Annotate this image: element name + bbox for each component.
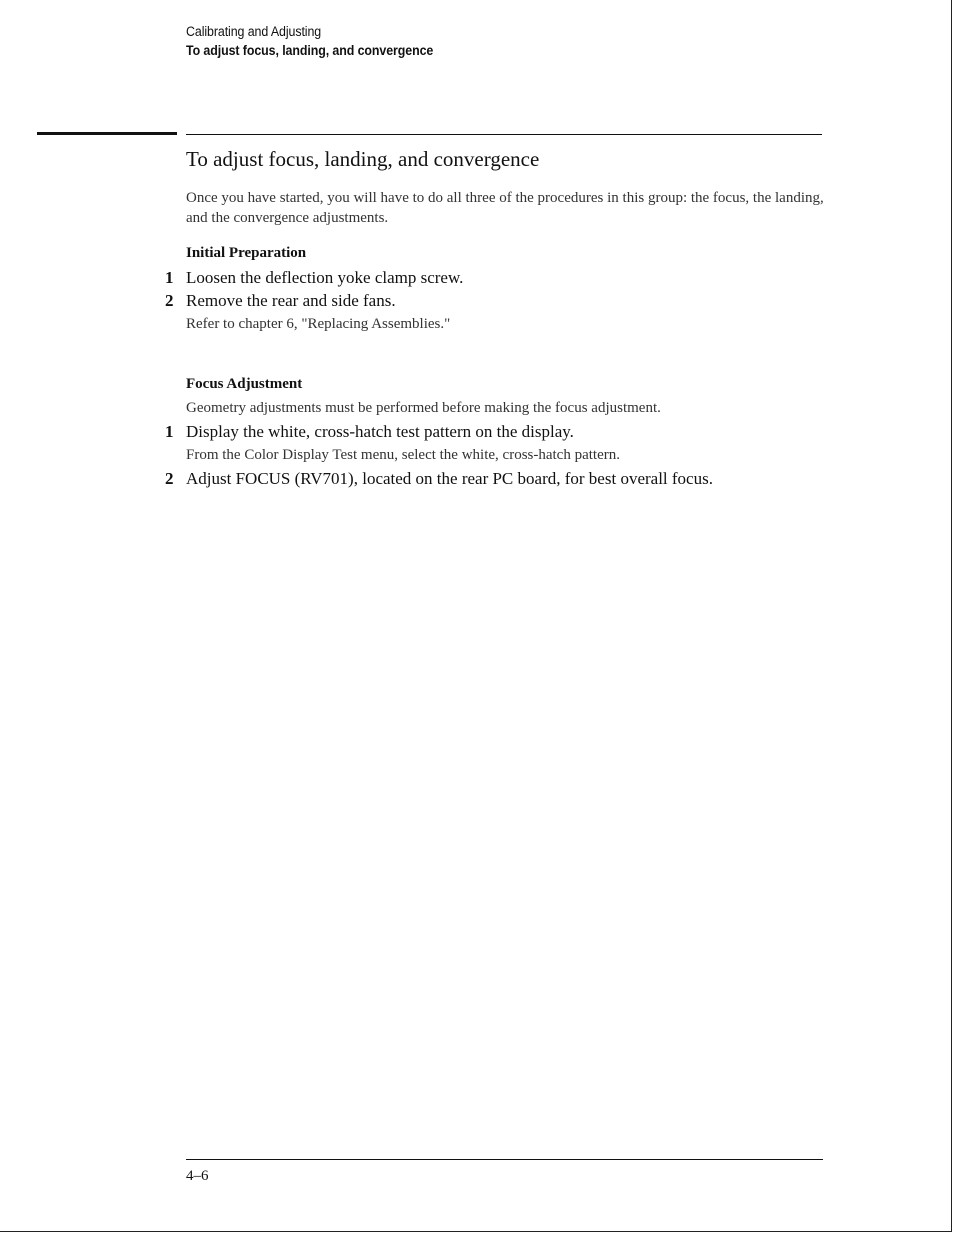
- running-header-chapter: Calibrating and Adjusting: [186, 24, 322, 39]
- step-number: 1: [165, 268, 174, 287]
- heading-initial-preparation: Initial Preparation: [186, 245, 307, 261]
- focus-lead: Geometry adjustments must be performed before making the focus adjustment.: [186, 400, 661, 416]
- focus-step-2: [165, 469, 713, 489]
- prep-step-1: [165, 268, 463, 288]
- step-number: 1: [165, 422, 174, 441]
- step-text: Adjust FOCUS (RV701), located on the rear PC board, for best overall focus.: [186, 469, 713, 488]
- step-text: Remove the rear and side fans.: [186, 291, 396, 310]
- step-number: 2: [165, 291, 174, 310]
- heading-focus-adjustment: Focus Adjustment: [186, 376, 303, 392]
- running-header-section: To adjust focus, landing, and convergence: [186, 43, 434, 58]
- focus-note: From the Color Display Test menu, select the white, cross-hatch pattern.: [186, 447, 620, 463]
- step-number: 2: [165, 469, 174, 488]
- page-number: 4–6: [186, 1168, 209, 1184]
- step-text: Loosen the deflection yoke clamp screw.: [186, 268, 464, 287]
- section-rule-thin: [186, 134, 822, 135]
- intro-paragraph: Once you have started, you will have to do all three of the procedures in this group: the focus, the landing, and the convergence adjustments.: [186, 190, 824, 226]
- section-rule-thick: [37, 132, 177, 135]
- footer-rule: [186, 1159, 823, 1160]
- step-text: Display the white, cross-hatch test pattern on the display.: [186, 422, 574, 441]
- prep-note: Refer to chapter 6, "Replacing Assemblies.": [186, 316, 451, 332]
- prep-step-2: [165, 291, 396, 311]
- page-title: To adjust focus, landing, and convergence: [186, 147, 540, 171]
- focus-step-1: [165, 422, 574, 442]
